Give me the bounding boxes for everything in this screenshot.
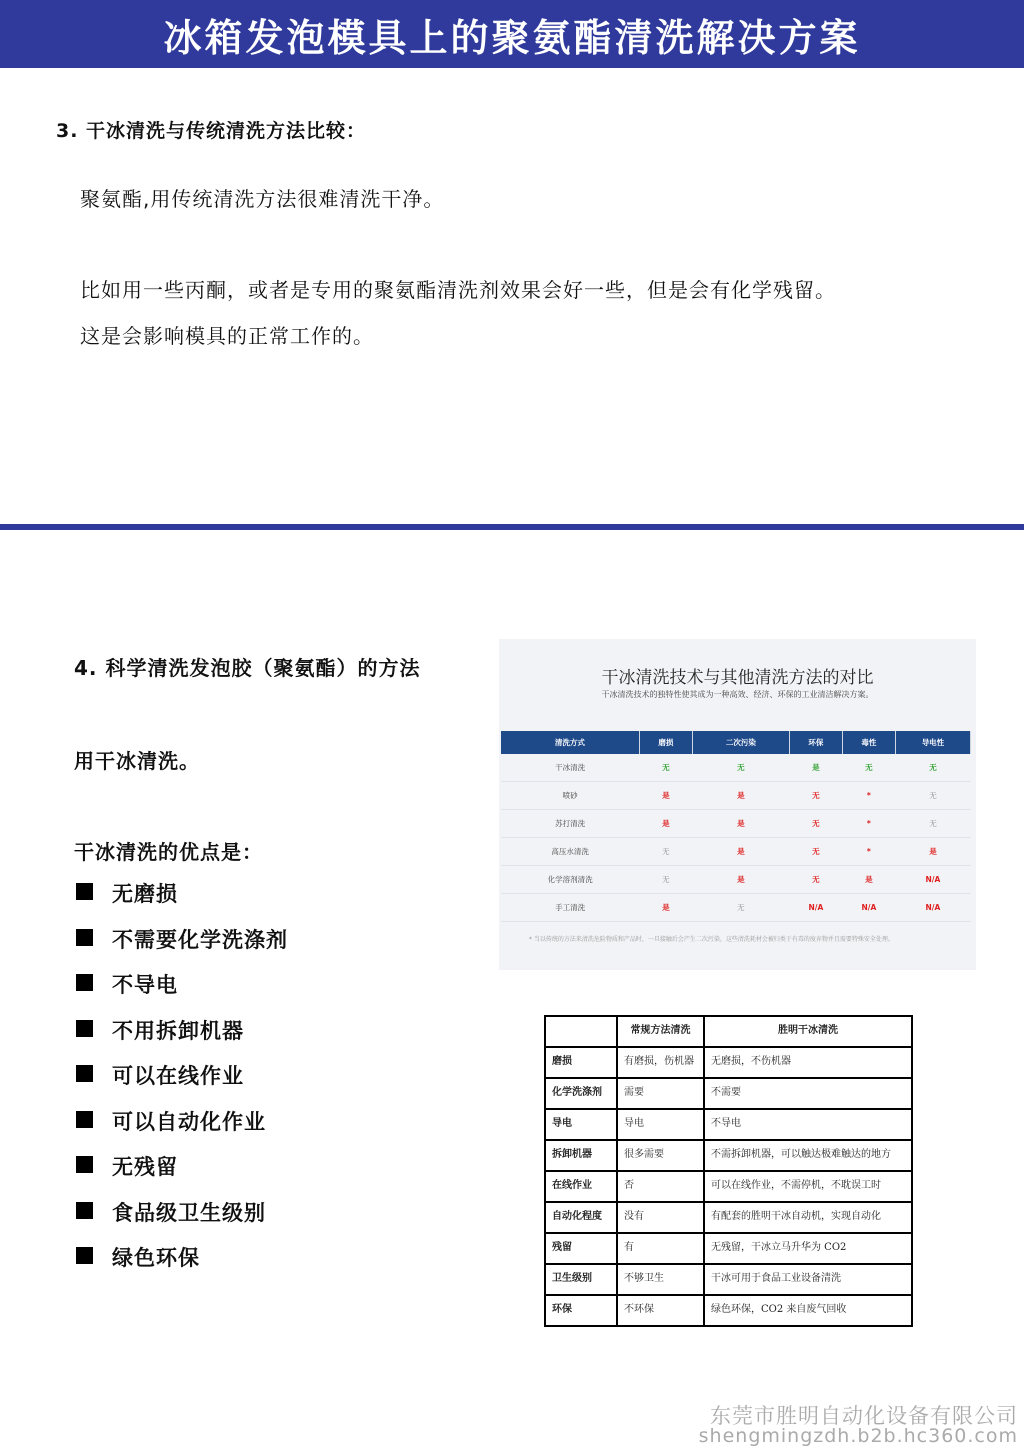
method-table-cell: 自动化程度 [545, 1202, 617, 1233]
comparison-cell: 手工清洗 [501, 894, 639, 922]
comparison-cell: 化学溶剂清洗 [501, 866, 639, 894]
bullet-square-icon [76, 1156, 93, 1173]
benefit-item: 不导电 [74, 969, 288, 1015]
benefits-title: 干冰清洗的优点是： [74, 840, 263, 864]
comparison-row [501, 810, 971, 838]
comparison-cell: 是 [692, 782, 789, 810]
comparison-cell: 是 [692, 838, 789, 866]
benefit-item: 可以自动化作业 [74, 1106, 288, 1152]
method-table-cell: 拆卸机器 [545, 1140, 617, 1171]
comparison-title: 干冰清洗技术与其他清洗方法的对比 [601, 668, 874, 688]
method-text: 用干冰清洗。 [74, 749, 200, 773]
comparison-header-cell: 环保 [789, 731, 842, 754]
comparison-row [501, 754, 971, 782]
comparison-cell: 是 [639, 810, 692, 838]
section3-title: 3. 干冰清洗与传统清洗方法比较： [56, 120, 367, 142]
comparison-cell: 无 [895, 754, 970, 782]
method-table-cell: 可以在线作业，不需停机，不耽误工时 [704, 1171, 912, 1202]
comparison-cell: * [842, 810, 895, 838]
method-table-header-cell [545, 1016, 617, 1047]
comparison-subtitle: 干冰清洗技术的独特性使其成为一种高效、经济、环保的工业清洁解决方案。 [601, 690, 874, 699]
method-table-row [545, 1171, 912, 1202]
method-table-cell: 需要 [617, 1078, 704, 1109]
method-table [544, 1015, 913, 1327]
comparison-cell: 是 [692, 866, 789, 894]
comparison-row [501, 782, 971, 810]
section3-paragraph-2: 比如用一些丙酮，或者是专用的聚氨酯清洗剂效果会好一些，但是会有化学残留。 [80, 278, 836, 302]
method-table-cell: 无磨损，不伤机器 [704, 1047, 912, 1078]
method-table-header-cell: 常规方法清洗 [617, 1016, 704, 1047]
comparison-cell: N/A [895, 866, 970, 894]
bullet-square-icon [76, 883, 93, 900]
method-table-cell: 在线作业 [545, 1171, 617, 1202]
comparison-header-cell: 毒性 [842, 731, 895, 754]
section3-paragraph-1: 聚氨酯,用传统清洗方法很难清洗干净。 [80, 187, 445, 211]
method-table-cell: 有配套的胜明干冰自动机，实现自动化 [704, 1202, 912, 1233]
comparison-cell: 无 [895, 782, 970, 810]
bullet-square-icon [76, 974, 93, 991]
comparison-cell: N/A [789, 894, 842, 922]
method-table-cell: 不够卫生 [617, 1264, 704, 1295]
comparison-cell: 无 [842, 754, 895, 782]
page-title: 冰箱发泡模具上的聚氨酯清洗解决方案 [163, 15, 861, 60]
method-table-cell: 有 [617, 1233, 704, 1264]
method-table-cell: 不导电 [704, 1109, 912, 1140]
method-table-row [545, 1202, 912, 1233]
method-table-row [545, 1047, 912, 1078]
method-table-cell: 无残留，干冰立马升华为 CO2 [704, 1233, 912, 1264]
method-table-cell: 有磨损，伤机器 [617, 1047, 704, 1078]
method-table-cell: 磨损 [545, 1047, 617, 1078]
method-table-cell: 卫生级别 [545, 1264, 617, 1295]
company-url: shengmingzdh.b2b.hc360.com [698, 1425, 1018, 1447]
method-table-cell: 导电 [617, 1109, 704, 1140]
company-name: 东莞市胜明自动化设备有限公司 [710, 1404, 1018, 1428]
comparison-cell: 是 [789, 754, 842, 782]
section4-title: 4. 科学清洗发泡胶（聚氨酯）的方法 [74, 656, 421, 680]
method-table-cell: 否 [617, 1171, 704, 1202]
bullet-square-icon [76, 1020, 93, 1037]
comparison-cell: 无 [692, 894, 789, 922]
comparison-cell: N/A [895, 894, 970, 922]
comparison-cell: 干冰清洗 [501, 754, 639, 782]
benefit-item: 绿色环保 [74, 1242, 288, 1288]
method-table-cell: 导电 [545, 1109, 617, 1140]
section-divider [0, 524, 1024, 530]
comparison-cell: 是 [639, 894, 692, 922]
comparison-cell: 是 [895, 838, 970, 866]
method-table-row [545, 1233, 912, 1264]
method-table-header-cell: 胜明干冰清洗 [704, 1016, 912, 1047]
bullet-square-icon [76, 1247, 93, 1264]
method-table-row [545, 1295, 912, 1326]
method-table-cell: 绿色环保，CO2 来自废气回收 [704, 1295, 912, 1326]
benefit-item: 不需要化学洗涤剂 [74, 924, 288, 970]
comparison-cell: 是 [639, 782, 692, 810]
comparison-cell: 是 [692, 810, 789, 838]
page-header [0, 0, 1024, 68]
bullet-square-icon [76, 929, 93, 946]
method-table-row [545, 1140, 912, 1171]
comparison-header-cell: 导电性 [895, 731, 970, 754]
method-table-cell: 不需拆卸机器，可以触达极难触达的地方 [704, 1140, 912, 1171]
method-table-cell: 化学洗涤剂 [545, 1078, 617, 1109]
section3-paragraph-3: 这是会影响模具的正常工作的。 [80, 324, 374, 348]
benefit-item: 无残留 [74, 1151, 288, 1197]
comparison-cell: 无 [789, 810, 842, 838]
bullet-square-icon [76, 1065, 93, 1082]
method-table-cell: 环保 [545, 1295, 617, 1326]
benefit-item: 可以在线作业 [74, 1060, 288, 1106]
method-table-row [545, 1078, 912, 1109]
comparison-image [499, 639, 976, 970]
comparison-cell: 无 [639, 838, 692, 866]
comparison-cell: 是 [842, 866, 895, 894]
comparison-cell: 喷砂 [501, 782, 639, 810]
comparison-cell: * [842, 838, 895, 866]
bullet-square-icon [76, 1111, 93, 1128]
comparison-cell: 无 [895, 810, 970, 838]
comparison-cell: 苏打清洗 [501, 810, 639, 838]
comparison-row [501, 838, 971, 866]
comparison-cell: 无 [789, 866, 842, 894]
bullet-square-icon [76, 1202, 93, 1219]
comparison-table [501, 731, 971, 922]
method-table-cell: 不环保 [617, 1295, 704, 1326]
comparison-header-cell: 磨损 [639, 731, 692, 754]
method-table-cell: 没有 [617, 1202, 704, 1233]
comparison-cell: * [842, 782, 895, 810]
comparison-header-cell: 清洗方式 [501, 731, 639, 754]
benefit-item: 食品级卫生级别 [74, 1197, 288, 1243]
benefits-list [74, 878, 288, 1288]
comparison-cell: 无 [789, 838, 842, 866]
comparison-header-cell: 二次污染 [692, 731, 789, 754]
method-table-cell: 不需要 [704, 1078, 912, 1109]
method-table-cell: 很多需要 [617, 1140, 704, 1171]
comparison-cell: 无 [692, 754, 789, 782]
comparison-cell: N/A [842, 894, 895, 922]
benefit-item: 不用拆卸机器 [74, 1015, 288, 1061]
comparison-cell: 高压水清洗 [501, 838, 639, 866]
comparison-cell: 无 [639, 754, 692, 782]
comparison-row [501, 866, 971, 894]
method-table-cell: 干冰可用于食品工业设备清洗 [704, 1264, 912, 1295]
benefit-item: 无磨损 [74, 878, 288, 924]
comparison-note: * 当以传统的方法来清洗危险物质和产品时，一旦接触后会产生二次污染，这些清洗耗材会被归类于有毒的废弃物并且需要特殊安全处理。 [529, 936, 894, 943]
method-table-cell: 残留 [545, 1233, 617, 1264]
comparison-row [501, 894, 971, 922]
method-table-row [545, 1264, 912, 1295]
method-table-row [545, 1109, 912, 1140]
comparison-cell: 无 [639, 866, 692, 894]
comparison-cell: 无 [789, 782, 842, 810]
